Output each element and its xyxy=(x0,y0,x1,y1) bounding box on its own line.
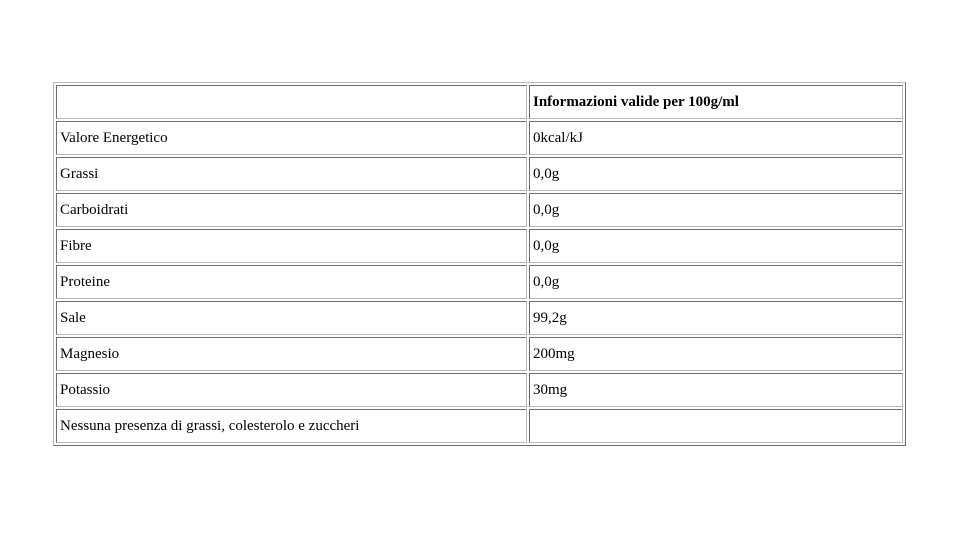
nutrient-value xyxy=(529,409,903,443)
table-header-row xyxy=(56,85,903,119)
nutrient-value: 99,2g xyxy=(529,301,903,335)
nutrient-label: Potassio xyxy=(56,373,527,407)
nutrient-label: Nessuna presenza di grassi, colesterolo e zuccheri xyxy=(56,409,527,443)
header-label-cell xyxy=(56,85,527,119)
table-row xyxy=(56,301,903,335)
nutrient-label: Magnesio xyxy=(56,337,527,371)
nutrient-label: Proteine xyxy=(56,265,527,299)
nutrient-label: Valore Energetico xyxy=(56,121,527,155)
nutrient-value: 200mg xyxy=(529,337,903,371)
table-row xyxy=(56,193,903,227)
table-row xyxy=(56,373,903,407)
nutrient-value: 0,0g xyxy=(529,193,903,227)
nutrient-value: 0,0g xyxy=(529,229,903,263)
nutrient-value: 0kcal/kJ xyxy=(529,121,903,155)
table-row xyxy=(56,265,903,299)
table-row xyxy=(56,337,903,371)
nutrient-label: Sale xyxy=(56,301,527,335)
nutrient-value: 0,0g xyxy=(529,157,903,191)
nutrient-value: 0,0g xyxy=(529,265,903,299)
nutrient-label: Fibre xyxy=(56,229,527,263)
table-row xyxy=(56,157,903,191)
nutrient-label: Grassi xyxy=(56,157,527,191)
table-row xyxy=(56,229,903,263)
nutrition-table xyxy=(53,82,906,446)
table-row xyxy=(56,121,903,155)
header-value-cell: Informazioni valide per 100g/ml xyxy=(529,85,903,119)
nutrient-value: 30mg xyxy=(529,373,903,407)
table-row xyxy=(56,409,903,443)
nutrient-label: Carboidrati xyxy=(56,193,527,227)
